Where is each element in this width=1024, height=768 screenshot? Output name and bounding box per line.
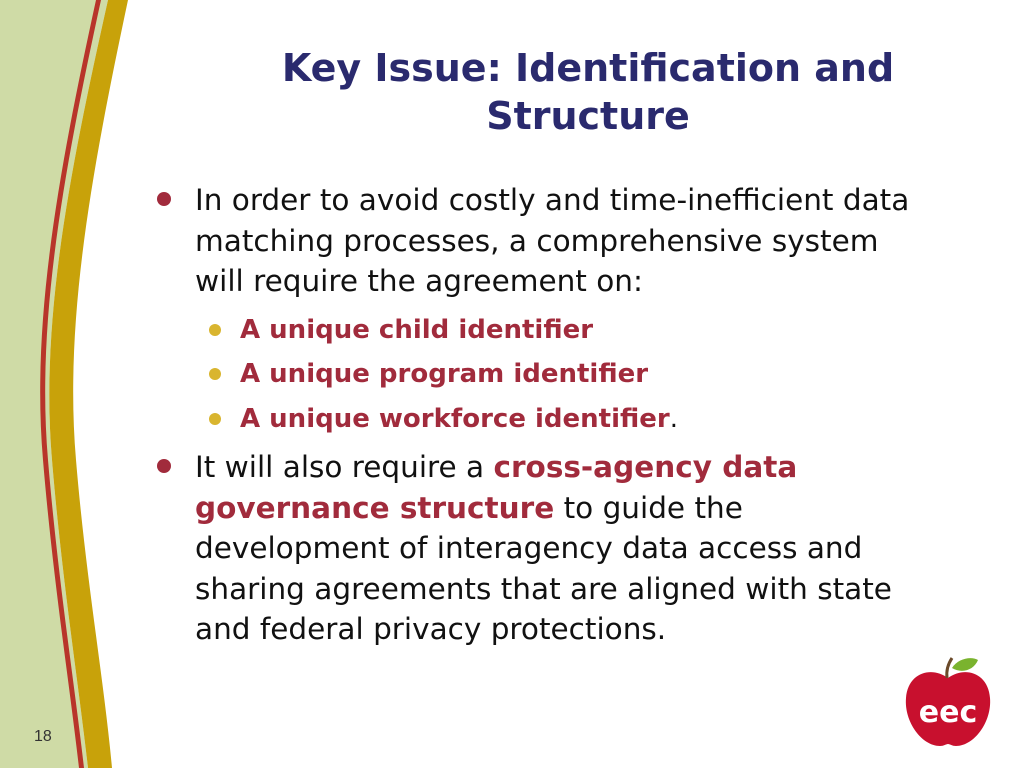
- bullet-item-1: [155, 180, 915, 302]
- sub-bullet-list: [155, 308, 915, 442]
- sub-bullet-period: .: [669, 403, 679, 434]
- slide-title: [200, 44, 976, 140]
- title-line-1: Key Issue: Identification and: [281, 46, 895, 90]
- sub-bullet-item: [155, 397, 915, 442]
- gold-bullet-icon: [209, 368, 221, 380]
- sub-bullet-text: A unique workforce identifier: [240, 403, 670, 434]
- bullet-text-2-highlight: cross-agency data governance structure: [195, 450, 798, 525]
- red-bullet-icon: [157, 459, 171, 473]
- bullet-text-1: In order to avoid costly and time-inefficient data matching processes, a comprehensive system will require the agreement on:: [195, 183, 910, 298]
- sub-bullet-text: A unique program identifier: [240, 359, 649, 389]
- title-line-2: Structure: [486, 94, 690, 138]
- left-decorative-band: [0, 0, 150, 768]
- logo-text: eec: [918, 695, 978, 730]
- apple-logo-icon: [900, 656, 996, 752]
- bullet-item-2: [155, 447, 915, 650]
- sub-bullet-text: A unique child identifier: [240, 314, 594, 345]
- gold-bullet-icon: [209, 324, 221, 336]
- sub-bullet-item: [155, 352, 915, 397]
- red-bullet-icon: [157, 192, 171, 206]
- slide-content: [155, 180, 915, 650]
- slide-number: 18: [34, 728, 52, 745]
- bullet-text-2-end: to guide the development of interagency data access and sharing agreements that are aligned with state and federal privacy protections.: [195, 490, 892, 646]
- sub-bullet-item: [155, 308, 915, 353]
- gold-bullet-icon: [209, 413, 221, 425]
- bullet-text-2-start: It will also require a: [195, 450, 494, 484]
